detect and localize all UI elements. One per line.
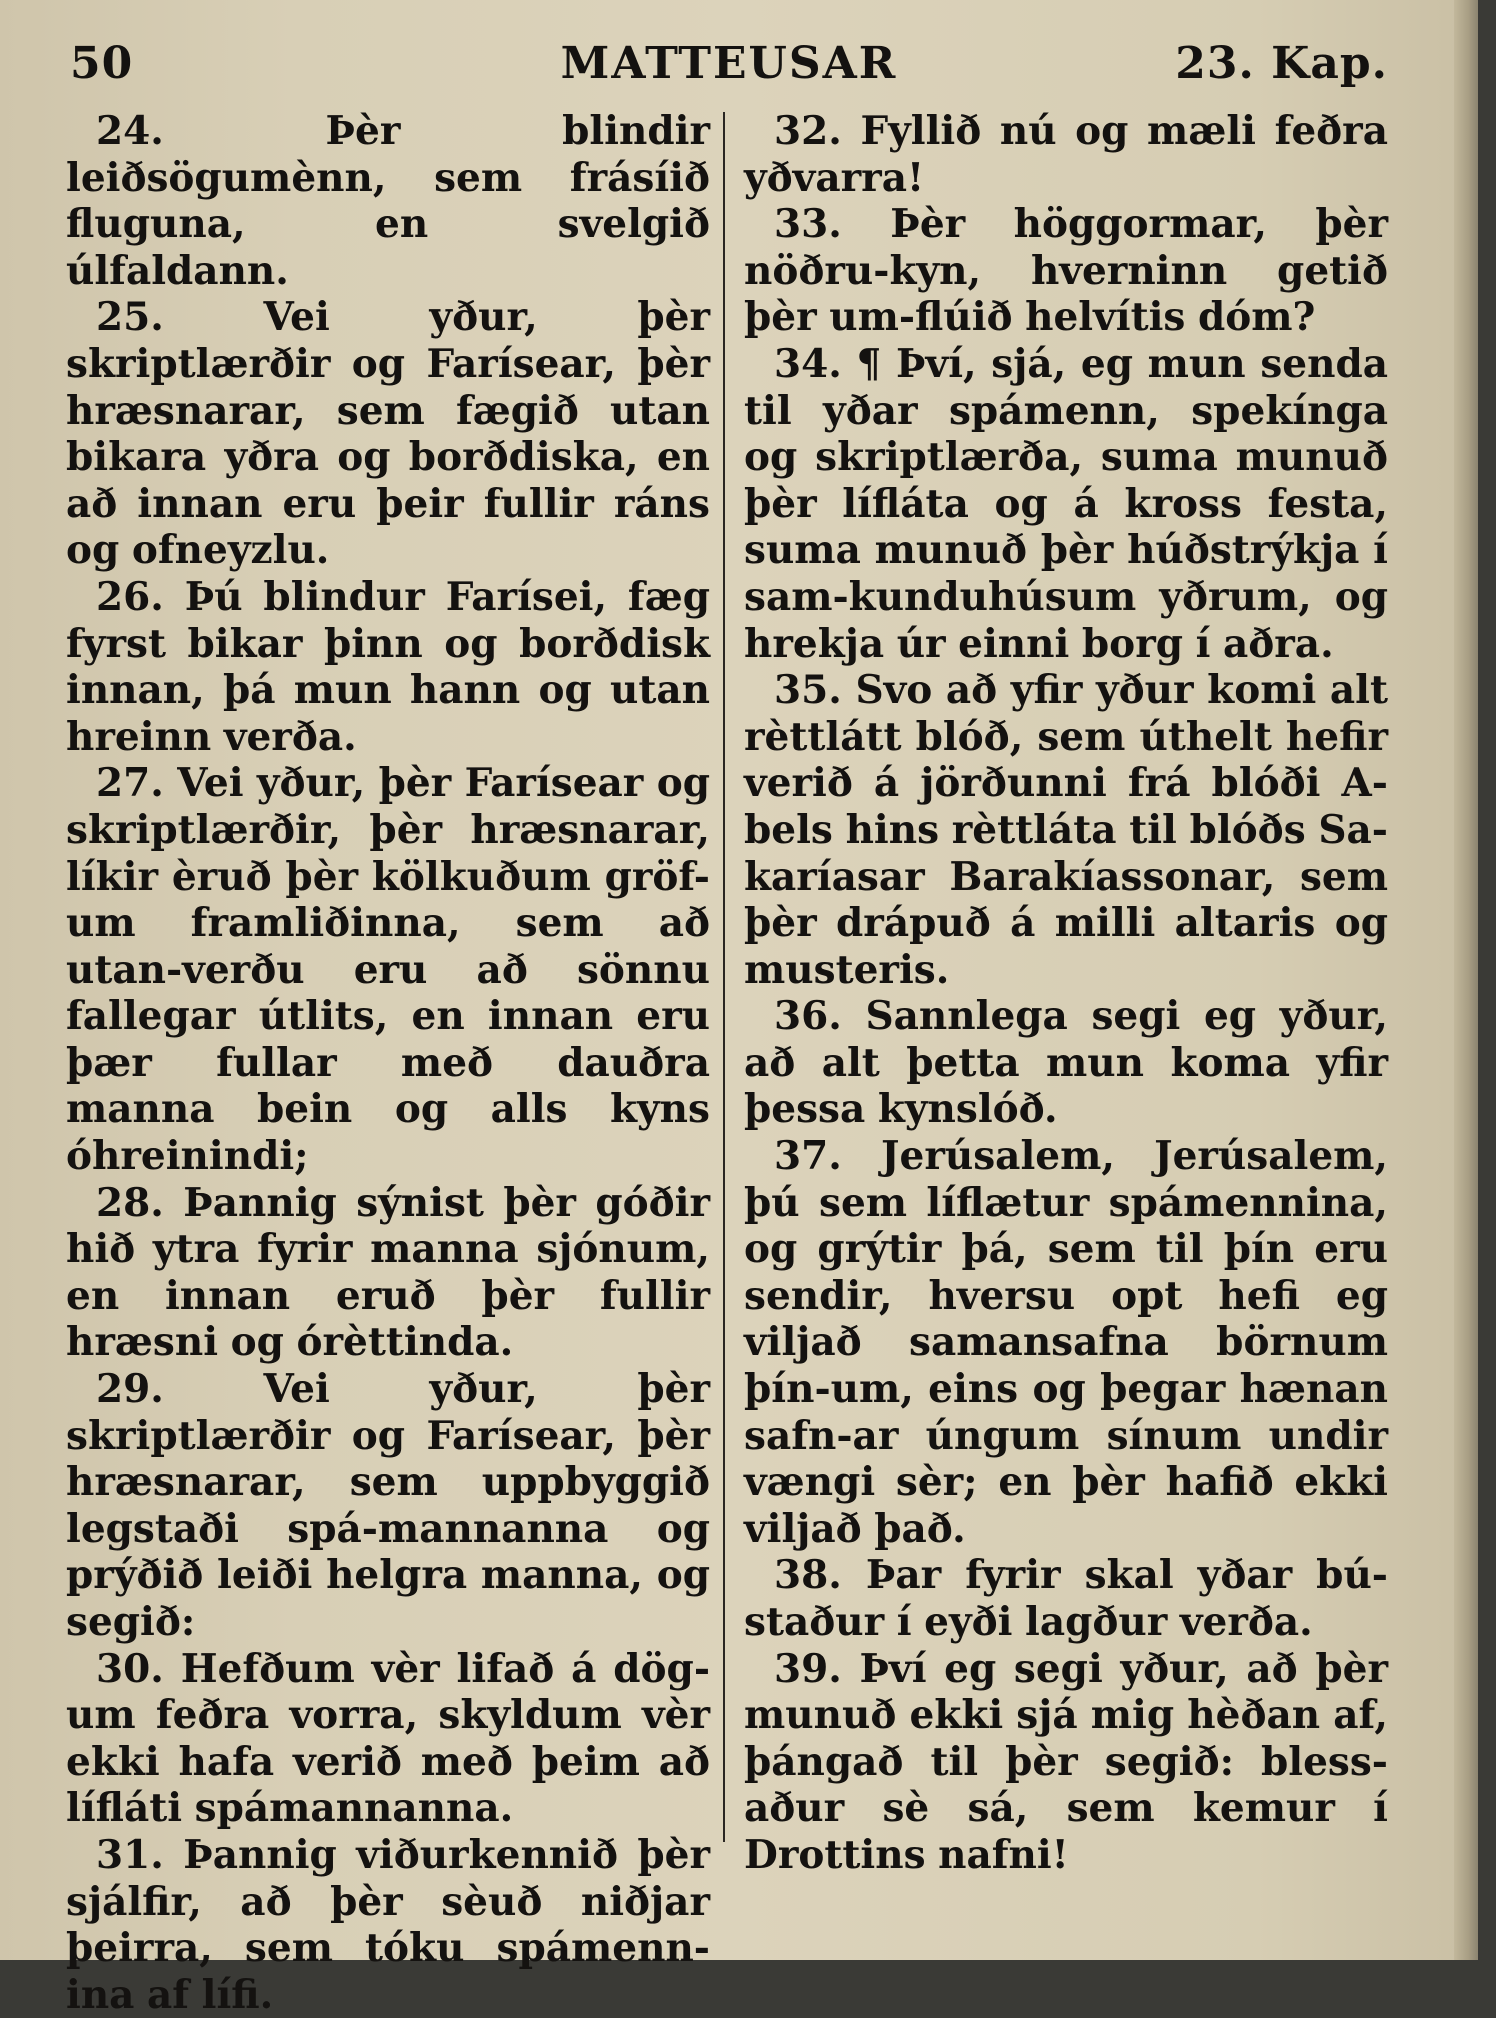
- verse-36: 36. Sannlega segi eg yður, að alt þetta mun koma yfir þessa kynslóð.: [744, 993, 1388, 1133]
- verse-34: 34. ¶ Því, sjá, eg mun senda til yðar spámenn, spekínga og skriptlærða, suma munuð þèr lífláta og á kross festa, suma munuð þèr húðstrýkja í sam-kunduhúsum yðrum, og hrekja úr einni borg í aðra.: [744, 340, 1388, 667]
- right-column: [744, 108, 1388, 1879]
- verse-25: 25. Vei yður, þèr skriptlærðir og Farísear, þèr hræsnarar, sem fægið utan bikara yðra og borðdiska, en að innan eru þeir fullir ráns og ofneyzlu.: [66, 294, 710, 574]
- verse-32: 32. Fyllið nú og mæli feðra yðvarra!: [744, 108, 1388, 201]
- verse-39: 39. Því eg segi yður, að þèr munuð ekki sjá mig hèðan af, þángað til þèr segið: bless-aður sè sá, sem kemur í Drottins nafni!: [744, 1645, 1388, 1878]
- verse-35: 35. Svo að yfir yður komi alt rèttlátt blóð, sem úthelt hefir verið á jörðunni frá blóði A-bels hins rèttláta til blóðs Sa-karíasar Barakíassonar, sem þèr drápuð á milli altaris og musteris.: [744, 667, 1388, 993]
- verse-37: 37. Jerúsalem, Jerúsalem, þú sem líflætur spámennina, og grýtir þá, sem til þín eru sendir, hversu opt hefi eg viljað samansafna börnum þín-um, eins og þegar hænan safn-ar úngum sínum undir vængi sèr; en þèr hafið ekki viljað það.: [744, 1133, 1388, 1552]
- verse-27: 27. Vei yður, þèr Farísear og skriptlærðir, þèr hræsnarar, líkir èruð þèr kölkuðum gröf-um framliðinna, sem að utan-verðu eru að sönnu fallegar útlits, en innan eru þær fullar með dauðra manna bein og alls kyns óhreinindi;: [66, 760, 710, 1180]
- verse-28: 28. Þannig sýnist þèr góðir hið ytra fyrir manna sjónum, en innan eruð þèr fullir hræsni og órèttinda.: [66, 1179, 710, 1366]
- verse-29: 29. Vei yður, þèr skriptlærðir og Farísear, þèr hræsnarar, sem uppbyggið legstaði spá-mannanna og prýðið leiði helgra manna, og segið:: [66, 1366, 710, 1645]
- verse-31: 31. Þannig viðurkennið þèr sjálfir, að þèr sèuð niðjar þeirra, sem tóku spámenn-ina af lífi.: [66, 1831, 710, 2018]
- page-number: 50: [70, 38, 134, 89]
- running-header: [70, 38, 1388, 98]
- chapter-label: 23. Kap.: [1175, 38, 1388, 89]
- page-edge: [1454, 0, 1478, 1960]
- verse-30: 30. Hefðum vèr lifað á dög-um feðra vorra, skyldum vèr ekki hafa verið með þeim að lífláti spámannanna.: [66, 1645, 710, 1832]
- left-column: [66, 108, 710, 2018]
- column-divider: [723, 112, 725, 1842]
- verse-33: 33. Þèr höggormar, þèr nöðru-kyn, hverninn getið þèr um-flúið helvítis dóm?: [744, 201, 1388, 341]
- verse-26: 26. Þú blindur Farísei, fæg fyrst bikar þinn og borðdisk innan, þá mun hann og utan hreinn verða.: [66, 573, 710, 760]
- verse-38: 38. Þar fyrir skal yðar bú-staður í eyði lagður verða.: [744, 1552, 1388, 1645]
- page-title: MATTEUSAR: [560, 38, 898, 89]
- verse-24: 24. Þèr blindir leiðsögumènn, sem frásíið fluguna, en svelgið úlfaldann.: [66, 108, 710, 294]
